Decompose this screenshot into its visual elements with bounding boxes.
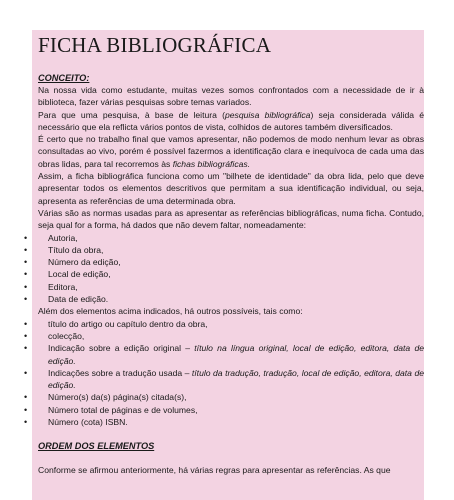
text-run: ) seja considerada válida é necessário que ela reflicta vários pontos de vista, colhidos de autores também diversificados. — [38, 109, 424, 132]
list-item — [24, 404, 424, 416]
section-heading-conceito: CONCEITO: — [38, 73, 90, 83]
document-title: FICHA BIBLIOGRÁFICA — [38, 33, 272, 57]
required-elements-list — [24, 232, 424, 306]
spacer — [38, 428, 424, 440]
bullet-icon: • — [24, 269, 28, 280]
list-item-text: Autoria, — [48, 232, 78, 243]
list-item — [24, 391, 424, 403]
list-item — [24, 416, 424, 428]
list-item-text: colecção, — [48, 330, 85, 341]
bullet-icon: • — [24, 244, 28, 255]
list-item-text: Número total de páginas e de volumes, — [48, 404, 198, 415]
paragraph-obras — [38, 133, 424, 170]
bullet-icon: • — [24, 343, 28, 354]
list-item-text: Data de edição. — [48, 294, 109, 305]
paragraph-intro: Na nossa vida como estudante, muitas vezes somos confrontados com a necessidade de ir à biblioteca, fazer várias pesquisas sobre temas variados. — [38, 85, 424, 108]
list-item — [24, 342, 425, 367]
list-item — [24, 256, 424, 268]
list-item-text: Número da edição, — [48, 257, 121, 268]
emphasis-text: título da tradução, tradução, local de edição, editora, data de edição. — [48, 367, 425, 391]
list-item-text: Indicações sobre a tradução usada – — [48, 367, 192, 378]
bullet-icon: • — [24, 367, 28, 378]
emphasis-text: título na língua original, local de edição, editora, data de edição. — [48, 343, 425, 366]
list-item-text: Indicação sobre a edição original – — [48, 343, 195, 354]
optional-elements-list — [24, 318, 425, 429]
bullet-icon: • — [24, 294, 28, 305]
document-content — [24, 32, 425, 477]
bullet-icon: • — [24, 330, 28, 341]
list-item-text: título do artigo ou capítulo dentro da obra, — [48, 318, 208, 329]
paragraph-pesquisa — [38, 109, 424, 134]
list-item-text: Local de edição, — [48, 269, 111, 280]
section-heading-ordem: ORDEM DOS ELEMENTOS — [38, 441, 155, 452]
list-item — [24, 232, 424, 244]
paragraph-normas: Várias são as normas usadas para as apresentar as referências bibliográficas, numa ficha. Contudo, seja qual for a forma, há dados que não devem faltar, nomeadamente: — [38, 207, 424, 231]
bullet-icon: • — [24, 318, 28, 329]
bullet-icon: • — [24, 392, 28, 403]
list-item-text: Editora, — [48, 281, 78, 292]
emphasis-text: pesquisa bibliográfica — [224, 109, 311, 120]
paragraph-bilhete: Assim, a ficha bibliográfica funciona como um "bilhete de identidade" da obra lida, pelo que deve apresentar todos os elementos descritivos que permitam a sua identificação individual, ou seja, apresenta as referências de uma determinada obra. — [38, 171, 424, 206]
list-item-text: Número (cota) ISBN. — [48, 417, 128, 428]
list-item-text: Número(s) da(s) página(s) citada(s), — [48, 392, 187, 403]
list-item — [24, 367, 425, 392]
bullet-icon: • — [24, 257, 28, 268]
list-item — [24, 293, 424, 305]
list-item — [24, 330, 424, 342]
list-item — [24, 268, 424, 280]
list-item — [24, 318, 424, 330]
bullet-icon: • — [24, 417, 28, 428]
spacer — [38, 452, 424, 464]
bullet-icon: • — [24, 232, 28, 243]
list-item — [24, 281, 424, 293]
emphasis-text: fichas bibliográficas. — [172, 158, 251, 169]
text-run: Para que uma pesquisa, à base de leitura ( — [38, 109, 225, 120]
text-run: É certo que no trabalho final que vamos apresentar, não podemos de modo nenhum levar as obras consultadas ao vivo, porém é possível fazermos a identificação clara e inequívoca de cada uma das obras lidas, para tal recorremos às — [38, 134, 424, 169]
list-item — [24, 244, 424, 256]
paragraph-ordem: Conforme se afirmou anteriormente, há várias regras para apresentar as referências. As que — [38, 465, 391, 476]
paragraph-outros: Além dos elementos acima indicados, há outros possíveis, tais como: — [38, 306, 303, 317]
bullet-icon: • — [24, 404, 28, 415]
bullet-icon: • — [24, 281, 28, 292]
list-item-text: Título da obra, — [48, 244, 104, 255]
